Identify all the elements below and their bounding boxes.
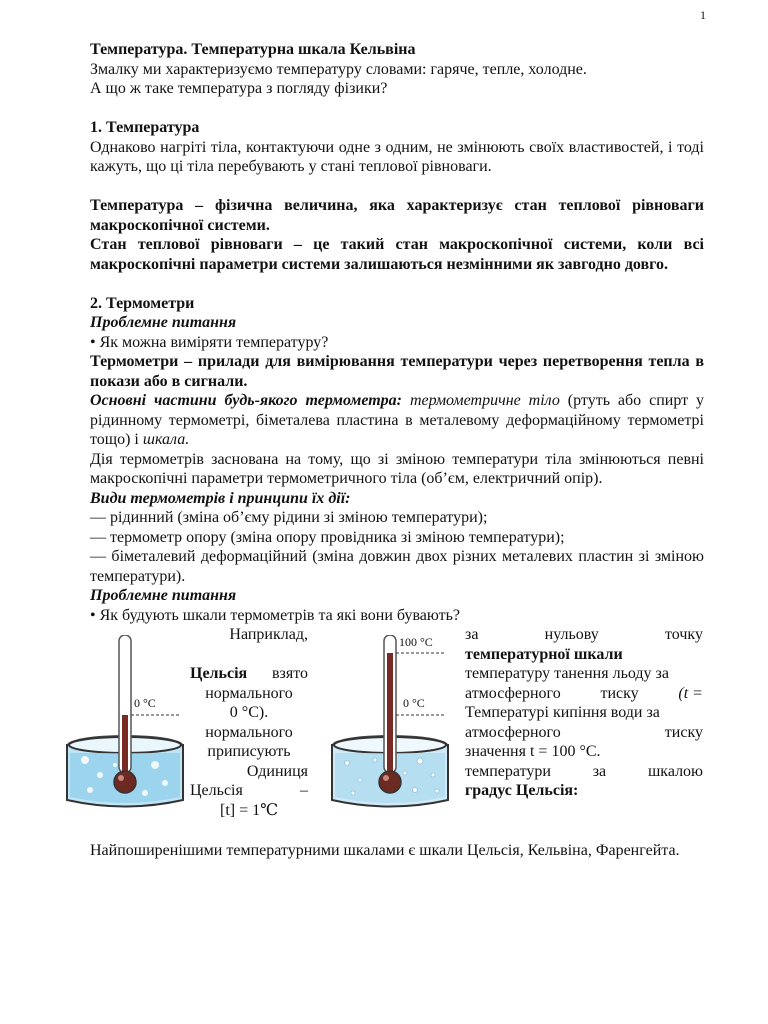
question-2: • Як будують шкали термометрів та які вони бувають? [90, 606, 461, 624]
thermometer-figure-row [90, 625, 710, 821]
section-1-heading: 1. Температура [90, 119, 200, 136]
thermometer-boiling-image [325, 635, 455, 815]
type-item-1: — рідинний (зміна об’єму рідини зі зміною температури); [90, 509, 488, 526]
types-label: Види термометрів і принципи їх дії: [90, 489, 351, 507]
thermometer-action: Дія термометрів заснована на тому, що зі зміною температури тіла змінюються певні макроскопічні параметри термометричного тіла (об’єм, електричний опір). [90, 450, 704, 487]
intro-line-1: Змалку ми характеризуємо температуру словами: гаряче, тепле, холодне. [90, 60, 587, 78]
thermometer-ice-image [60, 635, 190, 815]
middle-text-column: Наприклад, Цельсія взято нормального 0 °C). нормального приписують Одиниця Цельсія – [t] = 1℃ [190, 626, 308, 819]
right-zero-label: 0 °C [403, 696, 425, 710]
type-item-2: — термометр опору (зміна опору провідника зі зміною температури); [90, 528, 565, 546]
question-1: • Як можна виміряти температуру? [90, 333, 329, 351]
right-text-column: за нульову точку температурної шкали температуру танення льоду за атмосферного тиску (t = Температурі кипіння води за атмосферного тиску значення t = 100 °C. температури за шкалою градус Цельсія: [465, 626, 703, 799]
type-item-3: — біметалевий деформаційний (зміна довжин двох різних металевих пластин зі зміною температури). [90, 548, 704, 585]
conclusion: Найпоширенішими температурними шкалами є шкали Цельсія, Кельвіна, Фаренгейта. [90, 841, 680, 859]
thermometer-parts: Основні частини будь-якого термометра: термометричне тіло (ртуть або спирт у рідинному термометрі, біметалева пластина в металевому деформаційному термометрі тощо) і шкала. [90, 392, 705, 448]
page-number: 1 [700, 8, 706, 22]
equilibrium-definition: Стан теплової рівноваги – це такий стан макроскопічної системи, коли всі макроскопічні параметри системи залишаються незмінними як завгодно довго. [90, 236, 704, 273]
thermometer-definition: Термометри – прилади для вимірювання температури через перетворення тепла в покази або в сигнали. [90, 353, 704, 390]
intro-line-2: А що ж таке температура з погляду фізики? [90, 80, 388, 97]
right-hundred-label: 100 °C [399, 635, 433, 649]
temperature-definition: Температура – фізична величина, яка характеризує стан теплової рівноваги макроскопічної системи. [90, 197, 704, 234]
left-zero-label: 0 °C [134, 696, 156, 710]
problem-label-1: Проблемне питання [90, 314, 237, 331]
doc-title: Температура. Температурна шкала Кельвіна [90, 41, 416, 58]
document-body [90, 40, 704, 860]
section-2-heading: 2. Термометри [90, 294, 195, 312]
problem-label-2: Проблемне питання [90, 587, 237, 604]
section-1-text: Однаково нагріті тіла, контактуючи одне з одним, не змінюють своїх властивостей, і тоді кажуть, що ці тіла перебувають у стані теплової рівноваги. [90, 138, 704, 175]
